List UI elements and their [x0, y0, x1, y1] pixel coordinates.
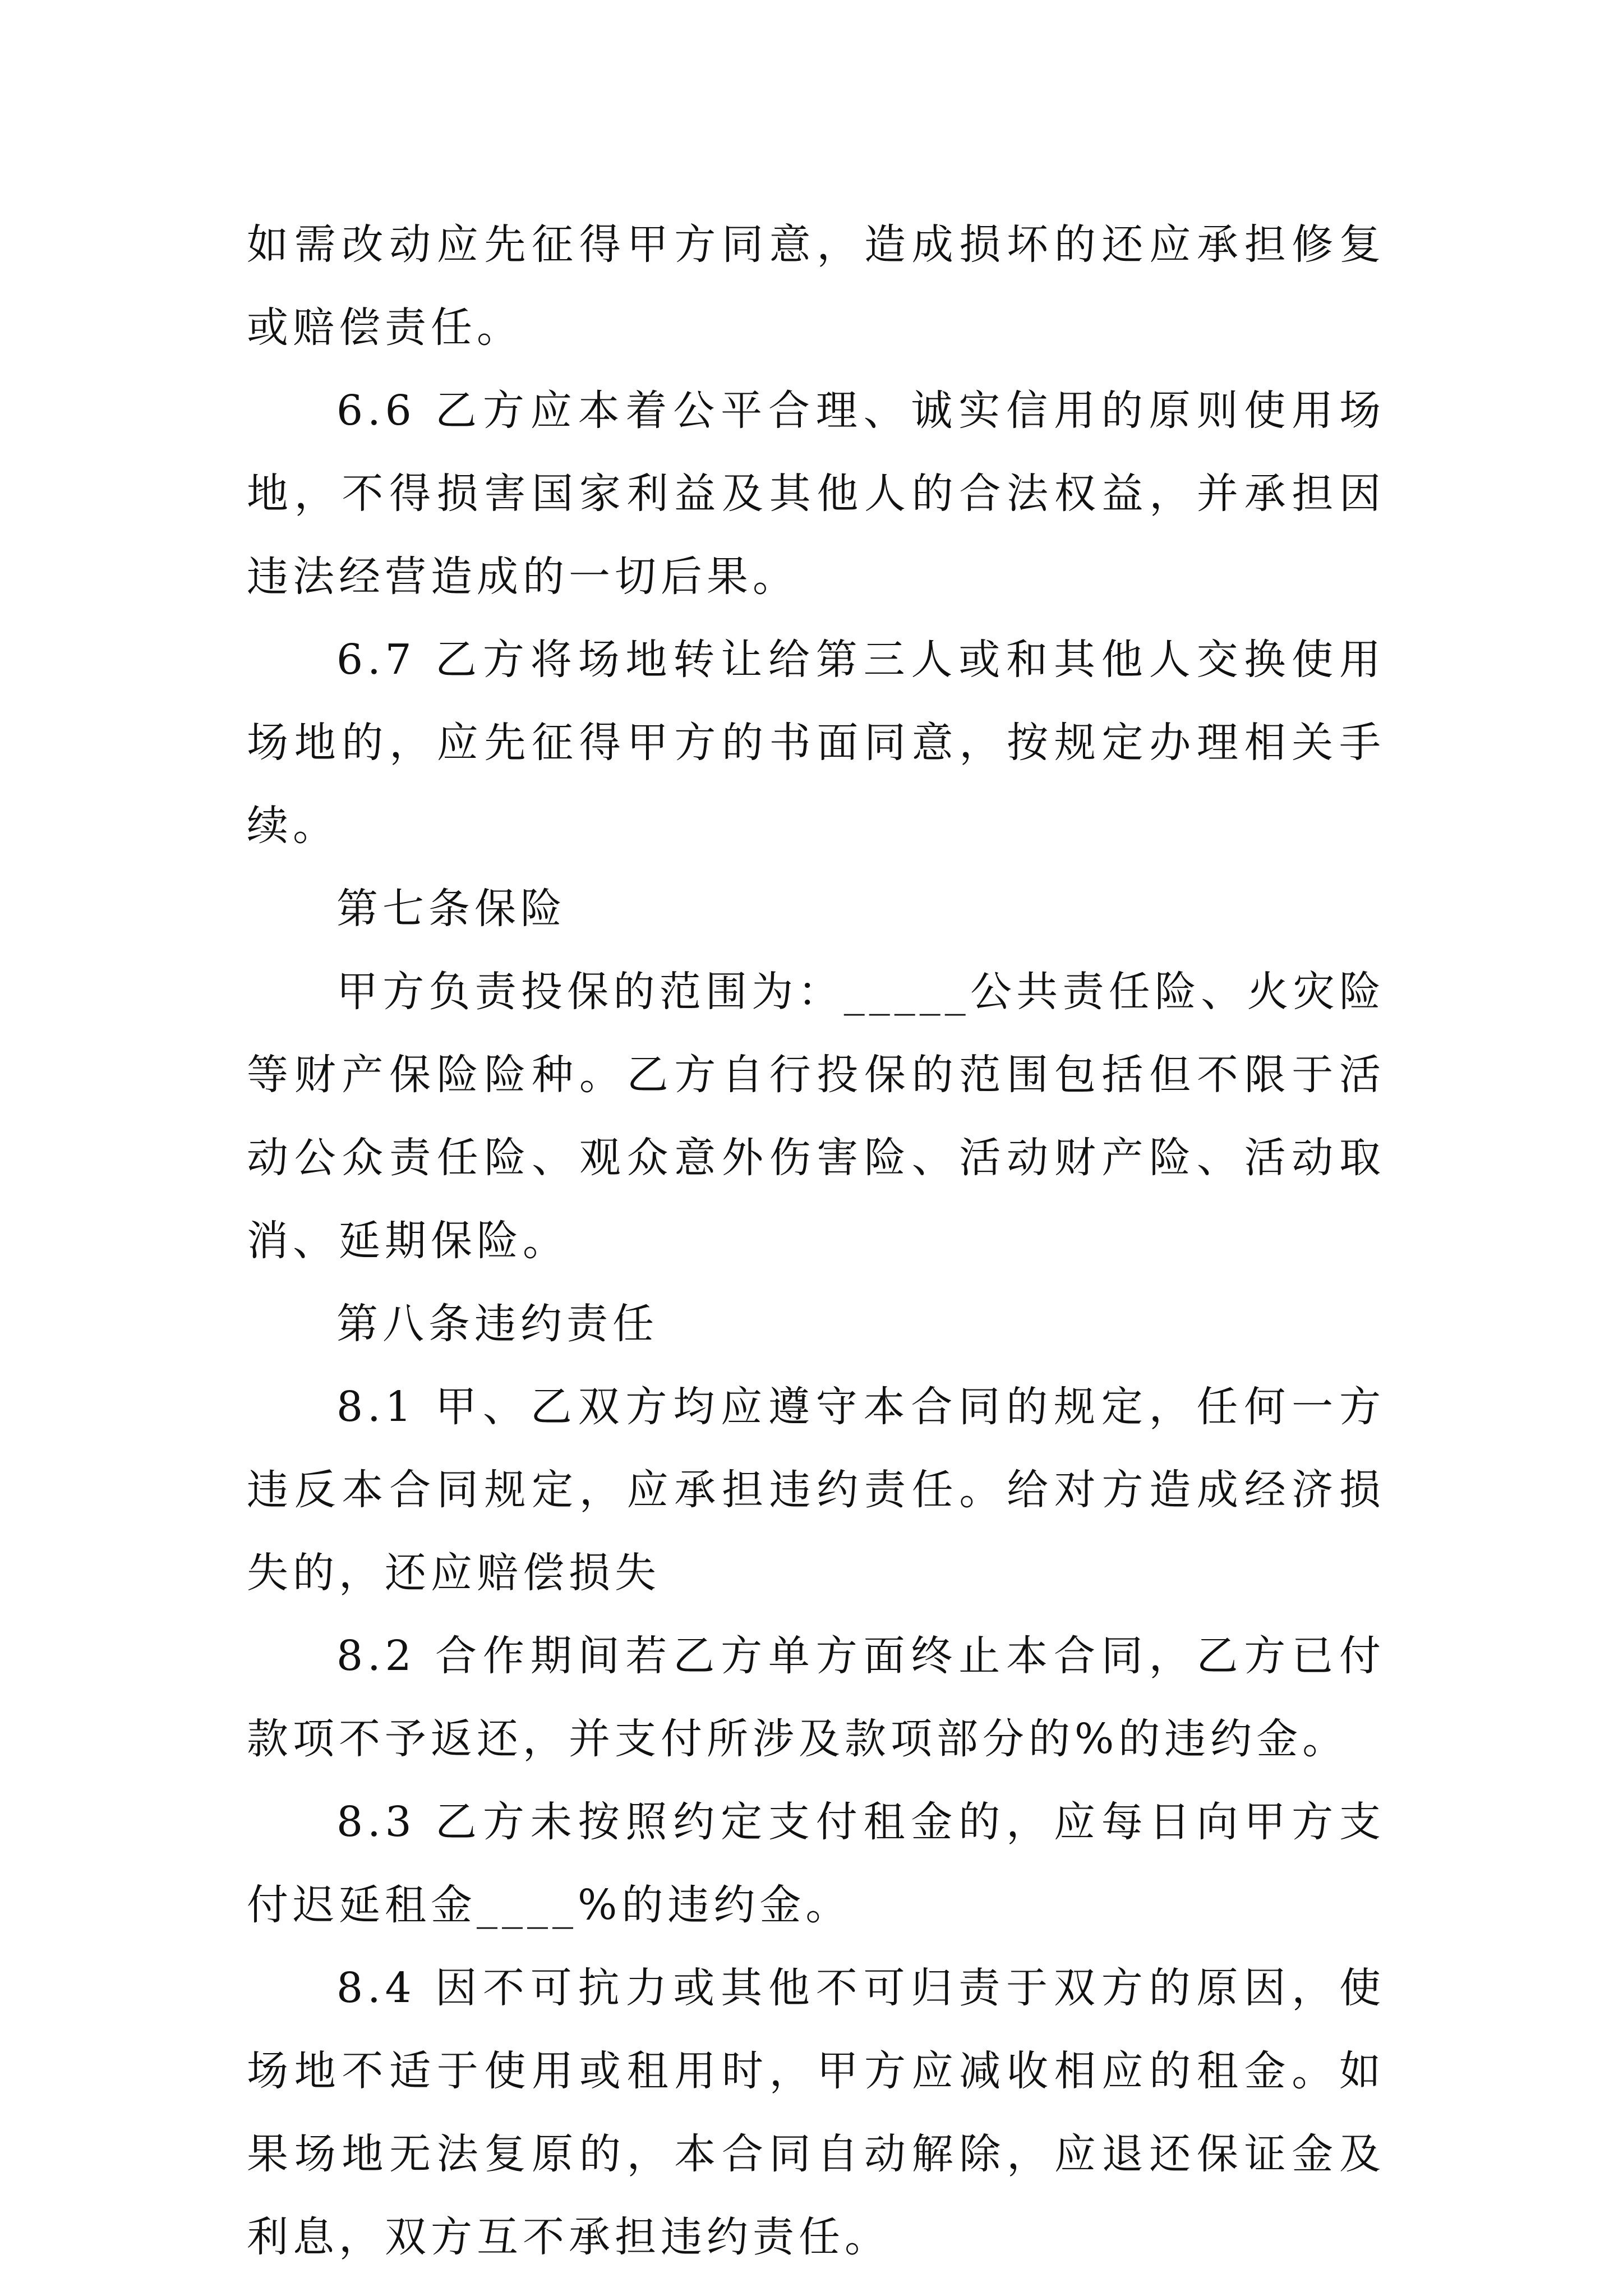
insurance-paragraph: 甲方负责投保的范围为：_____公共责任险、火灾险等财产保险险种。乙方自行投保的范围包括但不限于活动公众责任险、观众意外伤害险、活动财产险、活动取消、延期保险。	[247, 968, 1385, 1265]
document-body	[247, 203, 1385, 2279]
clause-6-7: 6.7 乙方将场地转让给第三人或和其他人交换使用场地的，应先征得甲方的书面同意，按规定办理相关手续。	[247, 636, 1385, 850]
clause-6-6: 6.6 乙方应本着公平合理、诚实信用的原则使用场地，不得损害国家利益及其他人的合法权益，并承担因违法经营造成的一切后果。	[247, 386, 1385, 601]
clause-8-1: 8.1 甲、乙双方均应遵守本合同的规定，任何一方违反本合同规定，应承担违约责任。给对方造成经济损失的，还应赔偿损失	[247, 1383, 1385, 1597]
article-8-heading: 第八条违约责任	[336, 1300, 658, 1348]
clause-8-3: 8.3 乙方未按照约定支付租金的，应每日向甲方支付迟延租金____%的违约金。	[247, 1798, 1385, 1929]
clause-8-2: 8.2 合作期间若乙方单方面终止本合同，乙方已付款项不予返还，并支付所涉及款项部分的%的违约金。	[247, 1632, 1385, 1763]
clause-8-4: 8.4 因不可抗力或其他不可归责于双方的原因，使场地不适于使用或租用时，甲方应减收相应的租金。如果场地无法复原的，本合同自动解除，应退还保证金及利息，双方互不承担违约责任。	[247, 1964, 1385, 2261]
paragraph-continuation: 如需改动应先征得甲方同意，造成损坏的还应承担修复或赔偿责任。	[247, 220, 1385, 352]
article-7-heading: 第七条保险	[336, 885, 566, 933]
